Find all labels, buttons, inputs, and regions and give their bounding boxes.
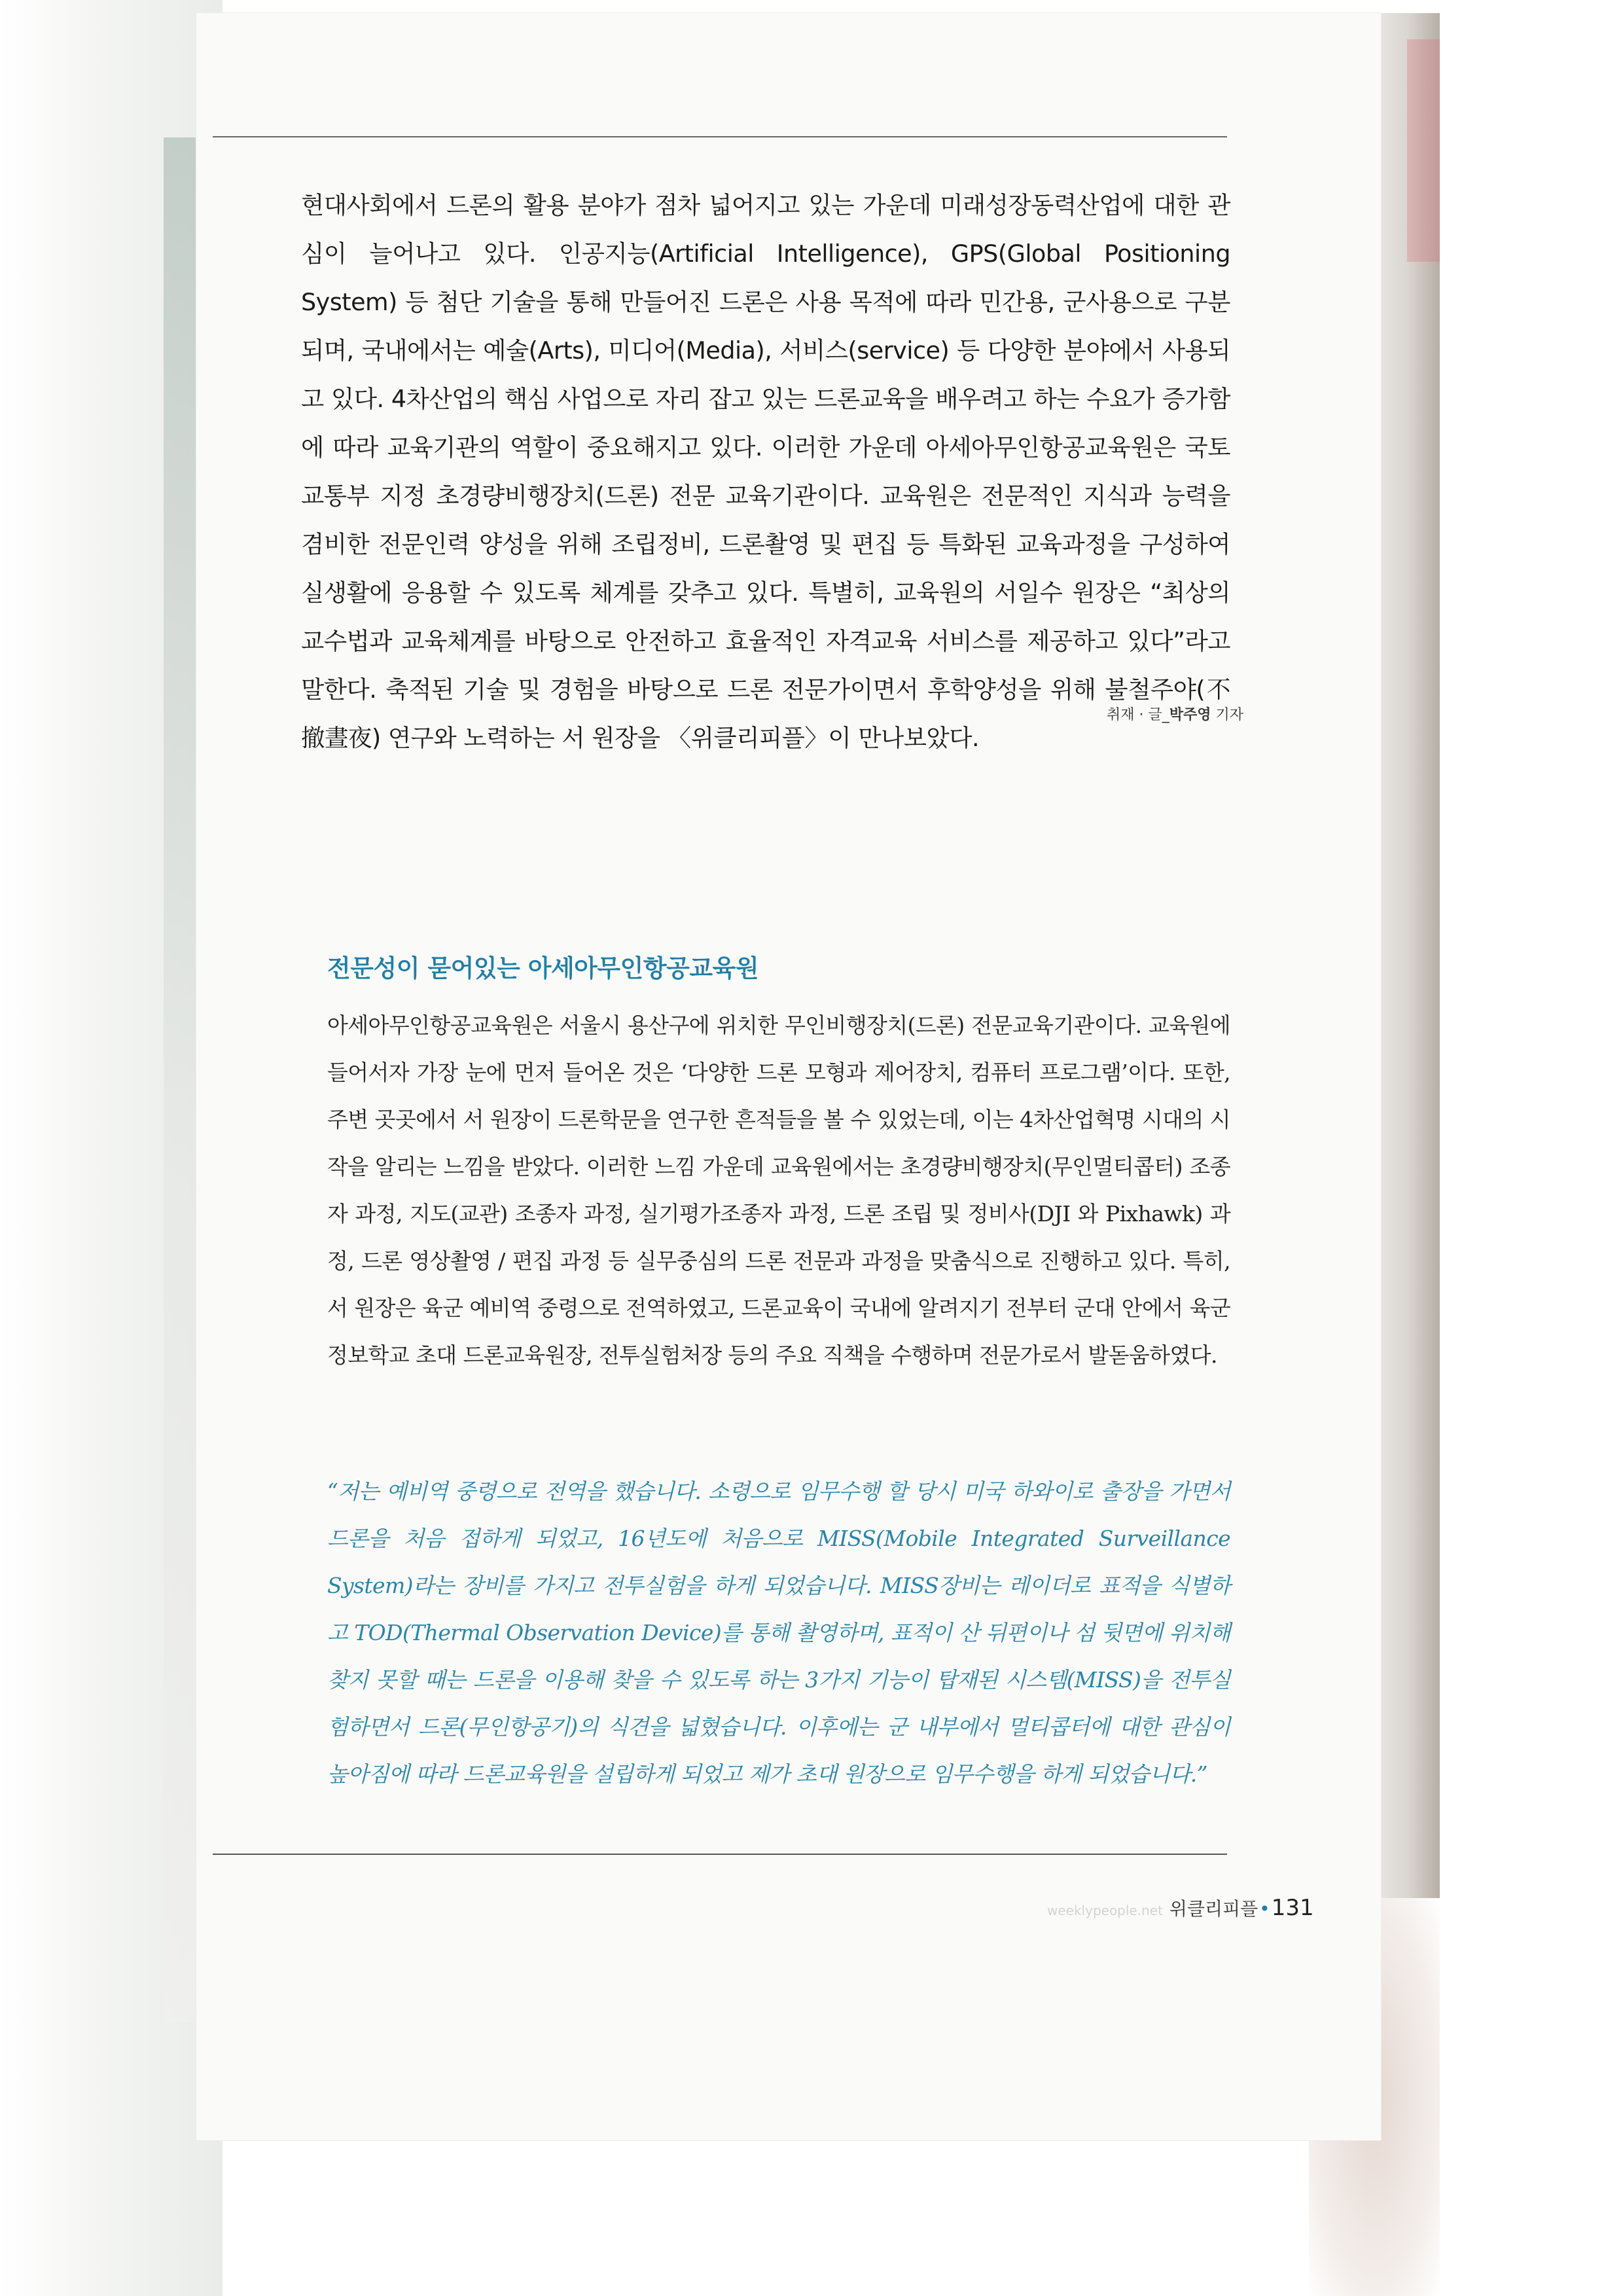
page-edge-tab xyxy=(1407,39,1440,262)
interview-quote: “저는 예비역 중령으로 전역을 했습니다. 소령으로 임무수행 할 당시 미국 하와이로 출장을 가면서 드론을 처음 접하게 되었고, 16년도에 처음으로 MISS(Mobile Integrated Surveillance System)라는 장비를 가지고 전투실험을 하게 되었습니다. MISS장비는 레이더로 표적을 식별하고 TOD(Thermal Observation Device)를 통해 촬영하며, 표적이 산 뒤편이나 섬 뒷면에 위치해 찾지 못할 때는 드론을 이용해 찾을 수 있도록 하는 3가지 기능이 탑재된 시스템(MISS)을 전투실험하면서 드론(무인항공기)의 식견을 넓혔습니다. 이후에는 군 내부에서 멀티콥터에 대한 관심이 높아짐에 따라 드론교육원을 설립하게 되었고 제가 초대 원장으로 임무수행을 하게 되었습니다.” xyxy=(327,1479,1230,1787)
body-paragraph: 아세아무인항공교육원은 서울시 용산구에 위치한 무인비행장치(드론) 전문교육기관이다. 교육원에 들어서자 가장 눈에 먼저 들어온 것은 ‘다양한 드론 모형과 제어장치, 컴퓨터 프로그램’이다. 또한, 주변 곳곳에서 서 원장이 드론학문을 연구한 흔적들을 볼 수 있었는데, 이는 4차산업혁명 시대의 시작을 알리는 느낌을 받았다. 이러한 느낌 가운데 교육원에서는 초경량비행장치(무인멀티콥터) 조종자 과정, 지도(교관) 조종자 과정, 실기평가조종자 과정, 드론 조립 및 정비사(DJI 와 Pixhawk) 과정, 드론 영상촬영 / 편집 과정 등 실무중심의 드론 전문과 과정을 맞춤식으로 진행하고 있다. 특히, 서 원장은 육군 예비역 중령으로 전역하였고, 드론교육이 국내에 알려지기 전부터 군대 안에서 육군 정보학교 초대 드론교육원장, 전투실험처장 등의 주요 직책을 수행하며 전문가로서 발돋움하였다. xyxy=(327,1013,1230,1368)
byline xyxy=(1086,704,1243,724)
section-heading: 전문성이 묻어있는 아세아무인항공교육원 xyxy=(327,954,759,982)
footer-magazine-name: 위클리피플 xyxy=(1169,1898,1258,1920)
page-number: 131 xyxy=(1271,1895,1314,1921)
top-rule xyxy=(213,136,1227,137)
intro-paragraph: 현대사회에서 드론의 활용 분야가 점차 넓어지고 있는 가운데 미래성장동력산업에 대한 관심이 늘어나고 있다. 인공지능(Artificial Intelligence), GPS(Global Positioning System) 등 첨단 기술을 통해 만들어진 드론은 사용 목적에 따라 민간용, 군사용으로 구분되며, 국내에서는 예술(Arts), 미디어(Media), 서비스(service) 등 다양한 분야에서 사용되고 있다. 4차산업의 핵심 사업으로 자리 잡고 있는 드론교육을 배우려고 하는 수요가 증가함에 따라 교육기관의 역할이 중요해지고 있다. 이러한 가운데 아세아무인항공교육원은 국토교통부 지정 초경량비행장치(드론) 전문 교육기관이다. 교육원은 전문적인 지식과 능력을 겸비한 전문인력 양성을 위해 조립정비, 드론촬영 및 편집 등 특화된 교육과정을 구성하여 실생활에 응용할 수 있도록 체계를 갖추고 있다. 특별히, 교육원의 서일수 원장은 “최상의 교수법과 교육체계를 바탕으로 안전하고 효율적인 자격교육 서비스를 제공하고 있다”라고 말한다. 축적된 기술 및 경험을 바탕으로 드론 전문가이면서 후학양성을 위해 불철주야(不撤晝夜) 연구와 노력하는 서 원장을 〈위클리피플〉이 만나보았다. xyxy=(301,190,1230,752)
byline-prefix: 취재 · 글_ xyxy=(1106,707,1169,723)
byline-name: 박주영 xyxy=(1169,707,1211,723)
bottom-rule xyxy=(213,1854,1227,1855)
footer-separator: • xyxy=(1259,1898,1270,1920)
byline-suffix: 기자 xyxy=(1211,707,1243,723)
page-footer xyxy=(1047,1895,1314,1921)
footer-website: weeklypeople.net xyxy=(1047,1903,1163,1918)
